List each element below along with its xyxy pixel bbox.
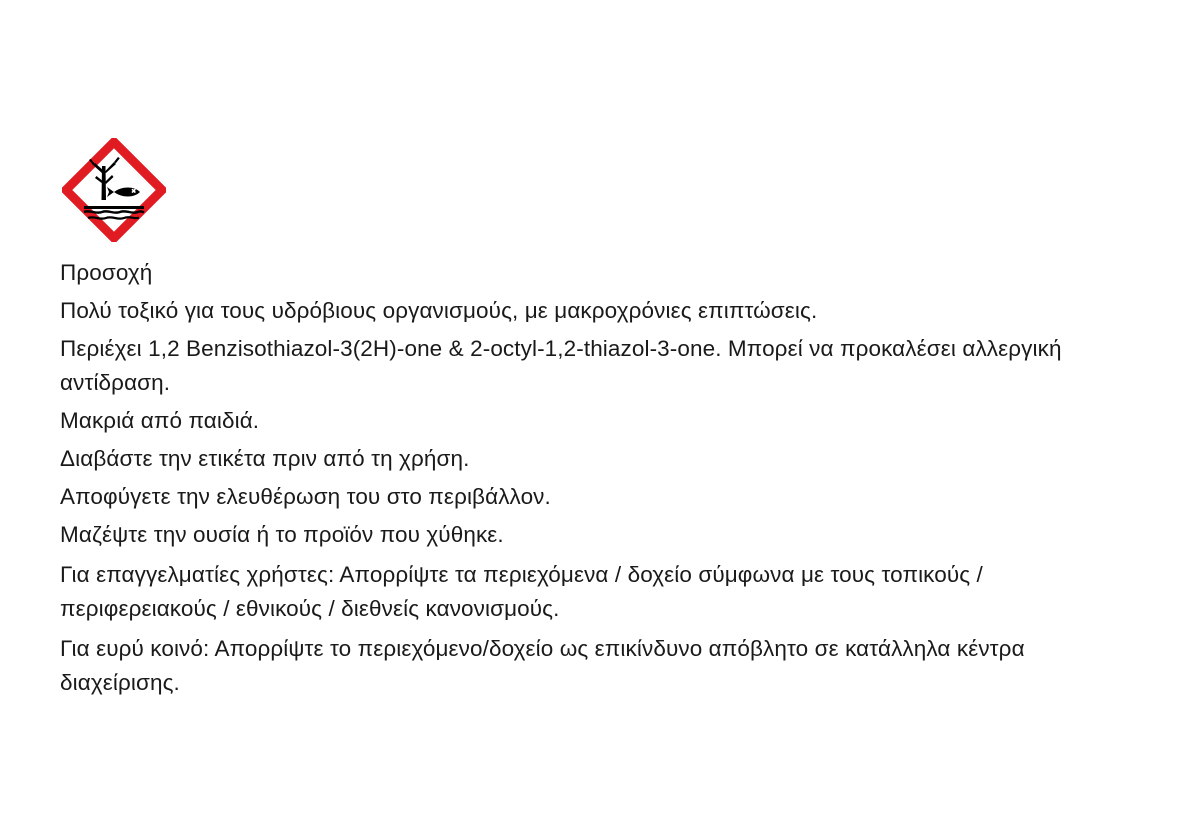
hazard-statement-aquatic: Πολύ τοξικό για τους υδρόβιους οργανισμούς, με μακροχρόνιες επιπτώσεις. [60, 298, 818, 323]
ghs09-environment-pictogram [62, 138, 166, 242]
hazard-statements [60, 256, 1070, 704]
signal-word: Προσοχή [60, 260, 153, 285]
precaution-collect-spillage: Μαζέψτε την ουσία ή το προϊόν που χύθηκε. [60, 522, 504, 547]
precaution-keep-away-children: Μακριά από παιδιά. [60, 408, 260, 433]
precaution-avoid-release: Αποφύγετε την ελευθέρωση του στο περιβάλλον. [60, 484, 551, 509]
disposal-professional-users: Για επαγγελματίες χρήστες: Απορρίψτε τα περιεχόμενα / δοχείο σύμφωνα με τους τοπικούς / περιφερειακούς / εθνικούς / διεθνείς κανονισμούς. [60, 562, 983, 621]
precaution-read-label: Διαβάστε την ετικέτα πριν από τη χρήση. [60, 446, 470, 471]
disposal-general-public: Για ευρύ κοινό: Απορρίψτε το περιεχόμενο/δοχείο ως επικίνδυνο απόβλητο σε κατάλληλα κέντρα διαχείρισης. [60, 636, 1025, 695]
hazard-statement-contains: Περιέχει 1,2 Benzisothiazol-3(2H)-one & 2-octyl-1,2-thiazol-3-one. Μπορεί να προκαλέσει αλλεργική αντίδραση. [60, 336, 1062, 395]
